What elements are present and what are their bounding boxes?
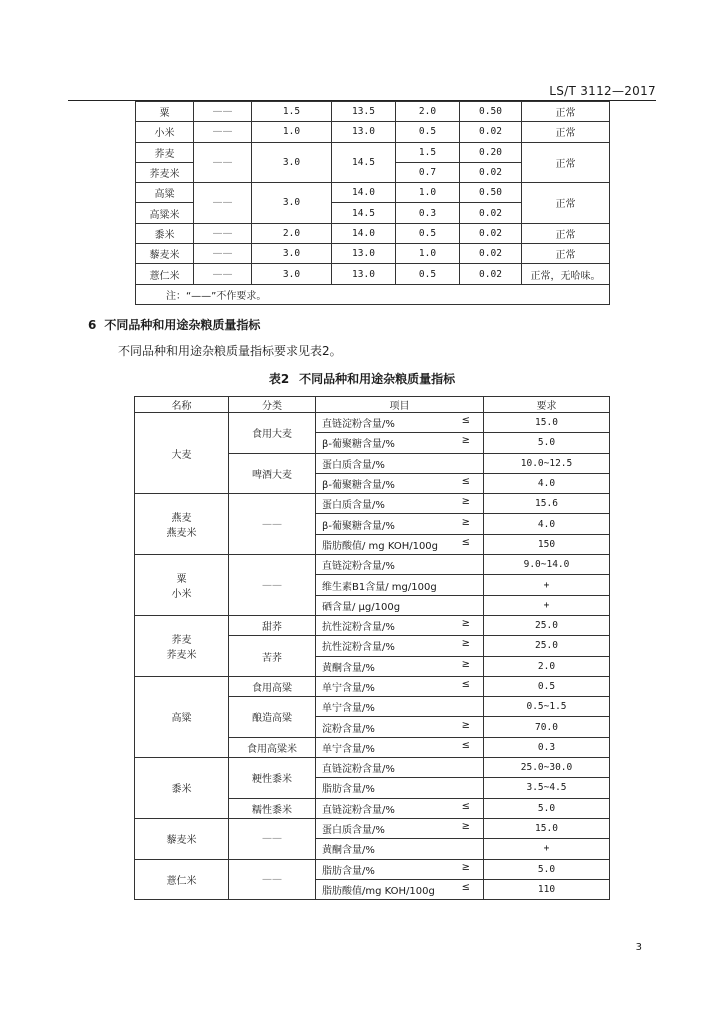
- item-text: 单宁含量/%: [322, 703, 375, 715]
- cell-value: 3.0: [252, 142, 332, 183]
- grain-category: 甜荞: [229, 615, 316, 635]
- requirement-value: 0.3: [484, 737, 610, 757]
- comparison-operator: ≤: [461, 679, 470, 690]
- item-text: 脂肪酸值/mg KOH/100g: [322, 885, 435, 897]
- table-row: [135, 413, 610, 433]
- quality-item: [316, 514, 484, 534]
- cell-value: 0.02: [460, 264, 522, 284]
- grain-category: 苦荞: [229, 636, 316, 677]
- item-text: 直链淀粉含量/%: [322, 804, 395, 816]
- table-note: 注：“——”不作要求。: [136, 284, 610, 304]
- quality-item: [316, 555, 484, 575]
- table-header-row: [135, 397, 610, 413]
- cell-value: 14.0: [332, 183, 396, 203]
- quality-item: [316, 859, 484, 879]
- grain-name-line: 燕麦: [171, 513, 192, 525]
- grain-category: ——: [229, 555, 316, 616]
- quality-item: [316, 473, 484, 493]
- cell-value: 1.5: [252, 102, 332, 122]
- comparison-operator: ≥: [461, 516, 470, 528]
- section-number: 6: [88, 318, 97, 332]
- item-text: 直链淀粉含量/%: [322, 561, 395, 573]
- requirement-value: 5.0: [484, 859, 610, 879]
- item-text: 维生素B1含量/ mg/100g: [322, 581, 437, 593]
- grain-category: 食用高粱米: [229, 737, 316, 757]
- requirement-value: 25.0~30.0: [484, 758, 610, 778]
- grain-name-line: 小米: [171, 589, 192, 601]
- cell-value: 3.0: [252, 183, 332, 224]
- item-text: β-葡聚糖含量/%: [322, 480, 395, 492]
- comparison-operator: ≥: [461, 496, 470, 508]
- table-row: [136, 122, 610, 142]
- cell-value: 正常，无哈味。: [522, 264, 610, 284]
- quality-item: [316, 575, 484, 595]
- cell-value: 0.5: [396, 264, 460, 284]
- cell-grain-name: 粟: [136, 102, 194, 122]
- grain-name: 藜麦米: [135, 818, 229, 859]
- requirement-value: +: [484, 575, 610, 595]
- cell-value: 14.5: [332, 142, 396, 183]
- cell-value: 正常: [522, 102, 610, 122]
- grain-name-line: 荞麦: [171, 634, 192, 646]
- cell-value: ——: [194, 142, 252, 183]
- item-text: 淀粉含量/%: [322, 723, 375, 735]
- table-row: [136, 142, 610, 162]
- comparison-operator: ≤: [461, 739, 470, 751]
- quality-item: [316, 798, 484, 818]
- item-text: 蛋白质含量/%: [322, 825, 385, 837]
- quality-table-continued: [135, 101, 610, 305]
- cell-value: 2.0: [252, 223, 332, 243]
- cell-value: 正常: [522, 142, 610, 183]
- comparison-operator: ≤: [461, 800, 470, 812]
- item-text: 单宁含量/%: [322, 683, 375, 694]
- item-text: 单宁含量/%: [322, 743, 375, 755]
- cell-value: 0.7: [396, 162, 460, 182]
- table-row: [136, 244, 610, 264]
- cell-value: 0.02: [460, 162, 522, 182]
- grain-name: 大麦: [135, 413, 229, 494]
- table-row: [136, 223, 610, 243]
- comparison-operator: ≤: [461, 476, 470, 488]
- requirement-value: 70.0: [484, 717, 610, 737]
- quality-item: [316, 758, 484, 778]
- table-row: [135, 676, 610, 696]
- requirement-value: 25.0: [484, 636, 610, 656]
- comparison-operator: ≥: [461, 658, 470, 670]
- cell-grain-name: 荞麦米: [136, 162, 194, 182]
- quality-item: [316, 717, 484, 737]
- cell-value: 0.50: [460, 102, 522, 122]
- comparison-operator: ≤: [461, 881, 470, 893]
- grain-category: ——: [229, 859, 316, 900]
- cell-value: 0.3: [396, 203, 460, 223]
- grain-name-line: 燕麦米: [166, 528, 197, 540]
- header-requirement: 要求: [484, 397, 610, 413]
- grain-category: 粳性黍米: [229, 758, 316, 799]
- quality-item: [316, 697, 484, 717]
- quality-item: [316, 818, 484, 838]
- requirement-value: 15.6: [484, 494, 610, 514]
- cell-grain-name: 小米: [136, 122, 194, 142]
- header-category: 分类: [229, 397, 316, 413]
- requirement-value: 5.0: [484, 433, 610, 453]
- table-number: 表2: [268, 372, 290, 386]
- header-name: 名称: [135, 397, 229, 413]
- item-text: 黄酮含量/%: [322, 845, 375, 857]
- grain-name: [135, 494, 229, 555]
- cell-value: 3.0: [252, 244, 332, 264]
- grain-category: 酿造高粱: [229, 697, 316, 738]
- quality-item: [316, 676, 484, 696]
- cell-value: 正常: [522, 244, 610, 264]
- cell-value: 3.0: [252, 264, 332, 284]
- cell-value: ——: [194, 264, 252, 284]
- grain-category: 食用高粱: [229, 676, 316, 696]
- item-text: 黄酮含量/%: [322, 662, 375, 674]
- cell-value: 14.5: [332, 203, 396, 223]
- quality-item: [316, 839, 484, 859]
- item-text: 硒含量/ μg/100g: [322, 601, 401, 613]
- item-text: 直链淀粉含量/%: [322, 764, 395, 776]
- requirement-value: 10.0~12.5: [484, 453, 610, 473]
- requirement-value: +: [484, 839, 610, 859]
- cell-value: ——: [194, 244, 252, 264]
- item-text: 蛋白质含量/%: [322, 500, 385, 512]
- cell-value: 14.0: [332, 223, 396, 243]
- table-row: [136, 264, 610, 284]
- requirement-value: 9.0~14.0: [484, 555, 610, 575]
- requirement-value: 25.0: [484, 615, 610, 635]
- cell-value: ——: [194, 183, 252, 224]
- quality-item: [316, 636, 484, 656]
- cell-value: 正常: [522, 183, 610, 224]
- grain-name-line: 荞麦米: [166, 649, 197, 661]
- table-note-row: [136, 284, 610, 304]
- cell-value: 13.0: [332, 264, 396, 284]
- quality-item: [316, 413, 484, 433]
- quality-item: [316, 433, 484, 453]
- quality-item: [316, 879, 484, 899]
- requirement-value: 2.0: [484, 656, 610, 676]
- item-text: 脂肪含量/%: [322, 865, 375, 877]
- table-row: [135, 818, 610, 838]
- table-title-text: 不同品种和用途杂粮质量指标: [299, 372, 456, 386]
- item-text: 抗性淀粉含量/%: [322, 642, 395, 654]
- requirement-value: +: [484, 595, 610, 615]
- item-text: β-葡聚糖含量/%: [322, 520, 395, 532]
- comparison-operator: ≤: [461, 536, 470, 548]
- cell-value: 13.0: [332, 244, 396, 264]
- grain-category: ——: [229, 818, 316, 859]
- table-title: [0, 370, 724, 387]
- quality-item: [316, 656, 484, 676]
- comparison-operator: ≥: [461, 618, 470, 630]
- cell-grain-name: 藜麦米: [136, 244, 194, 264]
- comparison-operator: ≤: [461, 415, 470, 427]
- section-paragraph: 不同品种和用途杂粮质量指标要求见表2。: [118, 344, 342, 358]
- item-text: 抗性淀粉含量/%: [322, 622, 395, 634]
- table-row: [136, 102, 610, 122]
- item-text: 蛋白质含量/%: [322, 459, 385, 471]
- cell-value: 1.0: [396, 244, 460, 264]
- grain-name: 黍米: [135, 758, 229, 819]
- cell-value: 1.0: [252, 122, 332, 142]
- table-row: [136, 183, 610, 203]
- requirement-value: 4.0: [484, 514, 610, 534]
- cell-value: 0.20: [460, 142, 522, 162]
- cell-grain-name: 高粱米: [136, 203, 194, 223]
- comparison-operator: ≥: [461, 435, 470, 447]
- cell-value: ——: [194, 122, 252, 142]
- quality-item: [316, 534, 484, 554]
- requirement-value: 0.5: [484, 676, 610, 696]
- cell-value: 2.0: [396, 102, 460, 122]
- quality-item: [316, 494, 484, 514]
- header-item: 项目: [316, 397, 484, 413]
- section-title: 不同品种和用途杂粮质量指标: [104, 318, 261, 332]
- table-row: [135, 494, 610, 514]
- grain-name-line: 粟: [176, 574, 187, 586]
- quality-item: [316, 595, 484, 615]
- section-heading: [88, 316, 260, 333]
- grain-name: [135, 615, 229, 676]
- quality-indicator-table: [134, 396, 610, 900]
- requirement-value: 0.5~1.5: [484, 697, 610, 717]
- table-row: [135, 615, 610, 635]
- requirement-value: 15.0: [484, 413, 610, 433]
- grain-name: 薏仁米: [135, 859, 229, 900]
- cell-value: 0.5: [396, 122, 460, 142]
- cell-value: 13.5: [332, 102, 396, 122]
- cell-value: 0.02: [460, 244, 522, 264]
- grain-category: ——: [229, 494, 316, 555]
- grain-name: 高粱: [135, 676, 229, 757]
- cell-grain-name: 薏仁米: [136, 264, 194, 284]
- cell-value: ——: [194, 223, 252, 243]
- item-text: β-葡聚糖含量/%: [322, 439, 395, 451]
- grain-category: 食用大麦: [229, 413, 316, 454]
- cell-grain-name: 荞麦: [136, 142, 194, 162]
- comparison-operator: ≥: [461, 821, 470, 833]
- grain-category: 糯性黍米: [229, 798, 316, 818]
- cell-value: 1.0: [396, 183, 460, 203]
- cell-value: 1.5: [396, 142, 460, 162]
- comparison-operator: ≥: [461, 638, 470, 650]
- item-text: 直链淀粉含量/%: [322, 419, 395, 431]
- quality-item: [316, 737, 484, 757]
- standard-code: LS/T 3112—2017: [549, 84, 656, 98]
- cell-grain-name: 黍米: [136, 223, 194, 243]
- cell-value: 0.02: [460, 203, 522, 223]
- grain-name: [135, 555, 229, 616]
- cell-value: 0.02: [460, 223, 522, 243]
- grain-category: 啤酒大麦: [229, 453, 316, 494]
- cell-value: 正常: [522, 223, 610, 243]
- cell-value: 13.0: [332, 122, 396, 142]
- cell-value: 正常: [522, 122, 610, 142]
- table-row: [135, 758, 610, 778]
- requirement-value: 110: [484, 879, 610, 899]
- comparison-operator: ≥: [461, 719, 470, 731]
- cell-value: ——: [194, 102, 252, 122]
- cell-value: 0.50: [460, 183, 522, 203]
- page-number: 3: [635, 942, 642, 953]
- quality-item: [316, 453, 484, 473]
- item-text: 脂肪含量/%: [322, 784, 375, 796]
- cell-value: 0.02: [460, 122, 522, 142]
- requirement-value: 3.5~4.5: [484, 778, 610, 798]
- requirement-value: 4.0: [484, 473, 610, 493]
- requirement-value: 5.0: [484, 798, 610, 818]
- table-row: [135, 555, 610, 575]
- item-text: 脂肪酸值/ mg KOH/100g: [322, 540, 439, 552]
- quality-item: [316, 615, 484, 635]
- table-row: [135, 859, 610, 879]
- requirement-value: 15.0: [484, 818, 610, 838]
- requirement-value: 150: [484, 534, 610, 554]
- quality-item: [316, 778, 484, 798]
- cell-value: 0.5: [396, 223, 460, 243]
- cell-grain-name: 高粱: [136, 183, 194, 203]
- comparison-operator: ≥: [461, 861, 470, 873]
